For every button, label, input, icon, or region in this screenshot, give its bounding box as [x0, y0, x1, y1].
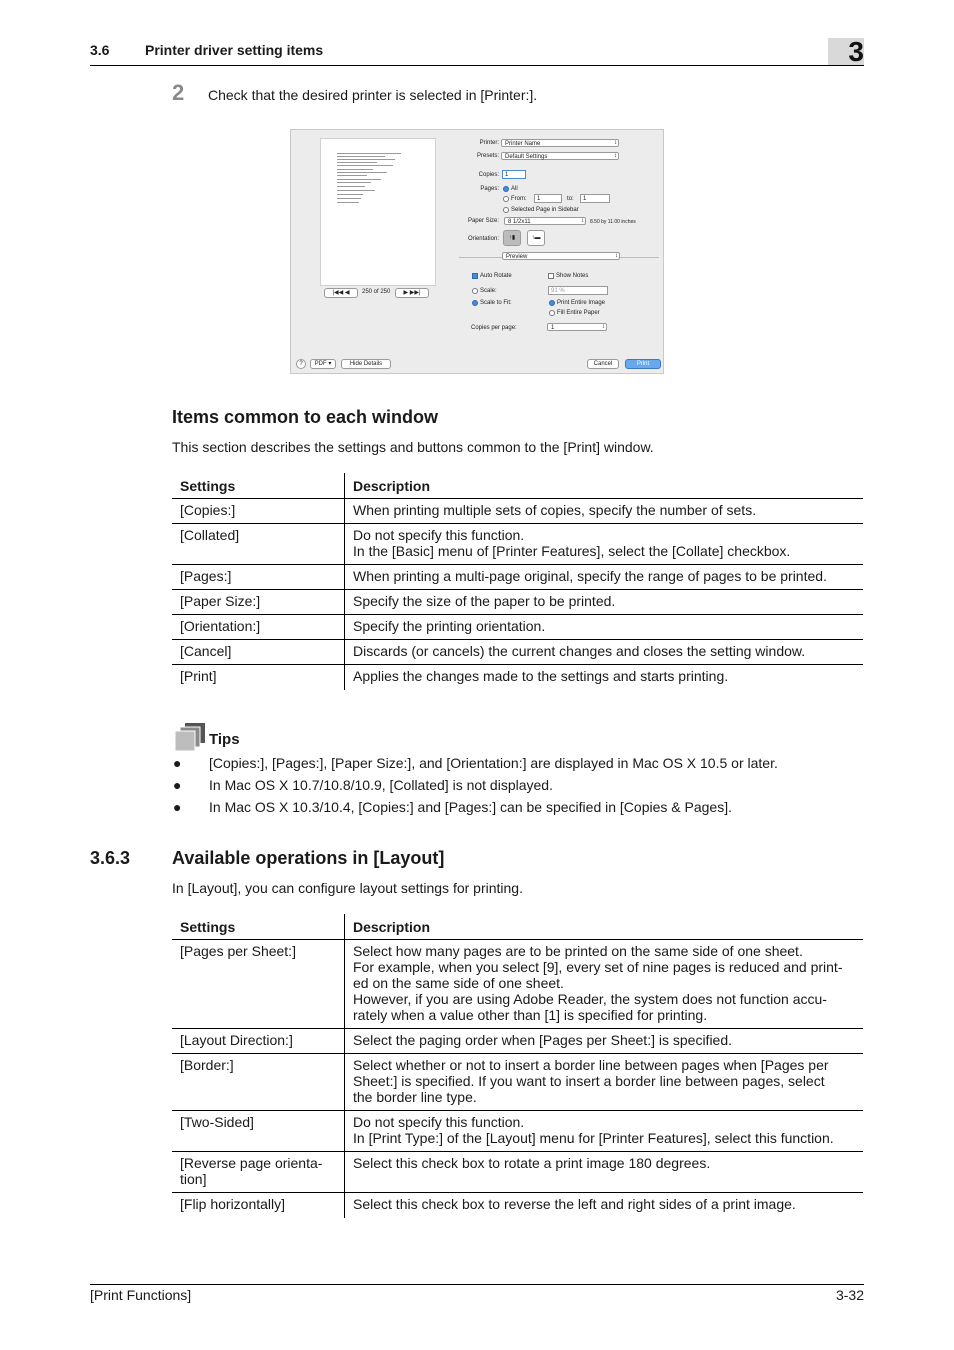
column-header-description: Description — [345, 914, 864, 940]
scale-input[interactable]: 91 % — [548, 286, 608, 295]
pages-all-radio[interactable] — [503, 186, 509, 192]
tip-item — [173, 799, 732, 815]
description-cell: Select how many pages are to be printed on the same side of one sheet. For example, when you select [9], every set of nine pages is reduced and print- ed on the same side of one sheet. However, if you are using Adobe Reader, the system does not function accu- rately when a value other than [1] is specified for printing. — [345, 940, 864, 1029]
description-cell: When printing multiple sets of copies, specify the number of sets. — [345, 499, 864, 524]
setting-cell: [Paper Size:] — [172, 590, 345, 615]
help-button[interactable]: ? — [296, 359, 306, 369]
table-row — [172, 665, 863, 690]
description-cell: Specify the printing orientation. — [345, 615, 864, 640]
table-row — [172, 1193, 863, 1218]
setting-cell: [Flip horizontally] — [172, 1193, 345, 1218]
scale-radio[interactable] — [472, 288, 478, 294]
scale-to-fit-label: Scale to Fit: — [480, 300, 512, 306]
layout-section-number: 3.6.3 — [90, 848, 131, 868]
section-number: 3.6 — [90, 42, 110, 58]
chapter-number: 3 — [848, 36, 864, 67]
pages-from-input[interactable]: 1 — [534, 194, 562, 203]
layout-intro: In [Layout], you can configure layout settings for printing. — [172, 880, 523, 896]
tip-text: In Mac OS X 10.7/10.8/10.9, [Collated] is not displayed. — [209, 777, 553, 793]
description-cell: Select this check box to reverse the left and right sides of a print image. — [353, 1196, 796, 1212]
setting-cell: [Cancel] — [172, 640, 345, 665]
table-row — [172, 940, 863, 1029]
description-cell: Discards (or cancels) the current changes and closes the setting window. — [345, 640, 864, 665]
print-dialog-screenshot — [290, 129, 664, 374]
setting-cell: [Orientation:] — [172, 615, 345, 640]
setting-cell: [Pages:] — [172, 565, 345, 590]
setting-cell: [Two-Sided] — [172, 1111, 345, 1152]
tip-text: [Copies:], [Pages:], [Paper Size:], and [Orientation:] are displayed in Mac OS X 10.5 or later. — [209, 755, 778, 771]
setting-cell: [Layout Direction:] — [172, 1029, 345, 1054]
table-row — [172, 1152, 863, 1193]
column-header-settings: Settings — [172, 473, 345, 499]
setting-cell: [Pages per Sheet:] — [172, 940, 345, 1029]
pages-from-radio[interactable] — [503, 196, 509, 202]
setting-cell: [Collated] — [172, 524, 345, 565]
copies-input[interactable]: 1 — [502, 170, 526, 179]
printer-label: Printer: — [479, 140, 499, 146]
portrait-orientation-button[interactable]: ↑▮ — [503, 230, 521, 246]
pages-to-label: to: — [567, 196, 574, 202]
layout-section-title: Available operations in [Layout] — [172, 848, 445, 868]
section-select[interactable]: Preview ↕ — [502, 252, 620, 260]
setting-cell: [Border:] — [172, 1054, 345, 1111]
table-row — [172, 1029, 863, 1054]
table-row — [172, 524, 863, 565]
step-number: 2 — [172, 80, 185, 105]
page-counter: 250 of 250 — [362, 289, 391, 295]
table-row — [172, 615, 863, 640]
table-row — [172, 1111, 863, 1152]
pdf-button[interactable]: PDF ▾ — [310, 359, 336, 369]
page-number: 3-32 — [835, 1287, 864, 1303]
table-row — [172, 590, 863, 615]
description-cell: When printing a multi-page original, specify the range of pages to be printed. — [345, 565, 864, 590]
orientation-label: Orientation: — [467, 236, 499, 242]
common-intro: This section describes the settings and buttons common to the [Print] window. — [172, 439, 654, 455]
pages-selected-label: Selected Page in Sidebar — [511, 207, 579, 213]
preview-forward-buttons[interactable]: ▶ ▶▶| — [395, 288, 429, 298]
scale-to-fit-radio[interactable] — [472, 300, 478, 306]
setting-cell: [Print] — [172, 665, 345, 690]
auto-rotate-label: Auto Rotate — [480, 273, 512, 279]
pages-from-label: From: — [511, 196, 527, 202]
print-entire-image-radio[interactable] — [549, 300, 555, 306]
copies-label: Copies: — [478, 172, 499, 178]
pages-to-input[interactable]: 1 — [580, 194, 610, 203]
table-row — [172, 499, 863, 524]
description-cell: Select the paging order when [Pages per Sheet:] is specified. — [345, 1029, 864, 1054]
description-cell: Do not specify this function. In [Print Type:] of the [Layout] menu for [Printer Features], select this function. — [345, 1111, 864, 1152]
tips-title: Tips — [209, 731, 240, 748]
paper-size-label: Paper Size: — [467, 218, 499, 224]
hide-details-button[interactable]: Hide Details — [341, 359, 391, 369]
common-settings-table — [172, 473, 863, 690]
pages-selected-radio[interactable] — [503, 207, 509, 213]
common-heading: Items common to each window — [172, 407, 439, 427]
tip-item — [173, 755, 778, 771]
show-notes-checkbox[interactable] — [548, 273, 554, 279]
table-row — [172, 640, 863, 665]
pages-all-label: All — [511, 186, 518, 192]
setting-cell: [Reverse page orienta- tion] — [172, 1152, 345, 1193]
printer-select[interactable]: Printer Name ↕ — [501, 139, 619, 147]
paper-size-select[interactable]: 8 1/2x11 ↕ — [504, 217, 586, 225]
copies-per-page-label: Copies per page: — [471, 325, 517, 331]
presets-label: Presets: — [476, 153, 499, 159]
footer-rule — [90, 1284, 864, 1285]
layout-settings-table — [172, 914, 863, 1218]
bullet-icon: ● — [173, 755, 182, 771]
presets-select[interactable]: Default Settings ↕ — [501, 152, 619, 160]
description-cell: Select whether or not to insert a border line between pages when [Pages per Sheet:] is specified. If you want to insert a border line between pages, select the border line type. — [345, 1054, 864, 1111]
bullet-icon: ● — [173, 799, 182, 815]
paper-size-dims: 8.50 by 11.00 inches — [590, 219, 636, 225]
description-cell: Do not specify this function. In the [Basic] menu of [Printer Features], select the [Collate] checkbox. — [345, 524, 864, 565]
copies-per-page-select[interactable]: 1 ↕ — [547, 323, 607, 331]
preview-back-buttons[interactable]: |◀◀ ◀ — [324, 288, 358, 298]
tip-item — [173, 777, 553, 793]
print-button[interactable]: Print — [625, 359, 661, 369]
scale-label: Scale: — [480, 288, 497, 294]
table-header-row — [172, 473, 863, 499]
setting-cell: [Copies:] — [172, 499, 345, 524]
description-cell: Specify the size of the paper to be printed. — [345, 590, 864, 615]
column-header-description: Description — [345, 473, 864, 499]
pages-label: Pages: — [480, 186, 499, 192]
header-rule — [90, 65, 864, 66]
tips-icon — [173, 722, 207, 752]
table-row — [172, 1054, 863, 1111]
fill-entire-paper-radio[interactable] — [549, 310, 555, 316]
show-notes-label: Show Notes — [556, 273, 589, 279]
section-title: Printer driver setting items — [145, 42, 324, 58]
fill-entire-paper-label: Fill Entire Paper — [557, 310, 600, 316]
cancel-button[interactable]: Cancel — [587, 359, 619, 369]
column-header-settings: Settings — [172, 914, 345, 940]
bullet-icon: ● — [173, 777, 182, 793]
landscape-orientation-button[interactable]: ↑▬ — [527, 230, 545, 246]
auto-rotate-checkbox[interactable] — [472, 273, 478, 279]
table-header-row — [172, 914, 863, 940]
step-text: Check that the desired printer is selected in [Printer:]. — [208, 87, 538, 103]
page-preview — [320, 138, 436, 286]
tip-text: In Mac OS X 10.3/10.4, [Copies:] and [Pages:] can be specified in [Copies & Pages]. — [209, 799, 732, 815]
description-cell: Select this check box to rotate a print image 180 degrees. — [345, 1152, 864, 1193]
description-cell: Applies the changes made to the settings and starts printing. — [353, 668, 729, 684]
table-row — [172, 565, 863, 590]
footer-chapter-title: [Print Functions] — [90, 1287, 192, 1303]
print-entire-image-label: Print Entire Image — [557, 300, 606, 306]
